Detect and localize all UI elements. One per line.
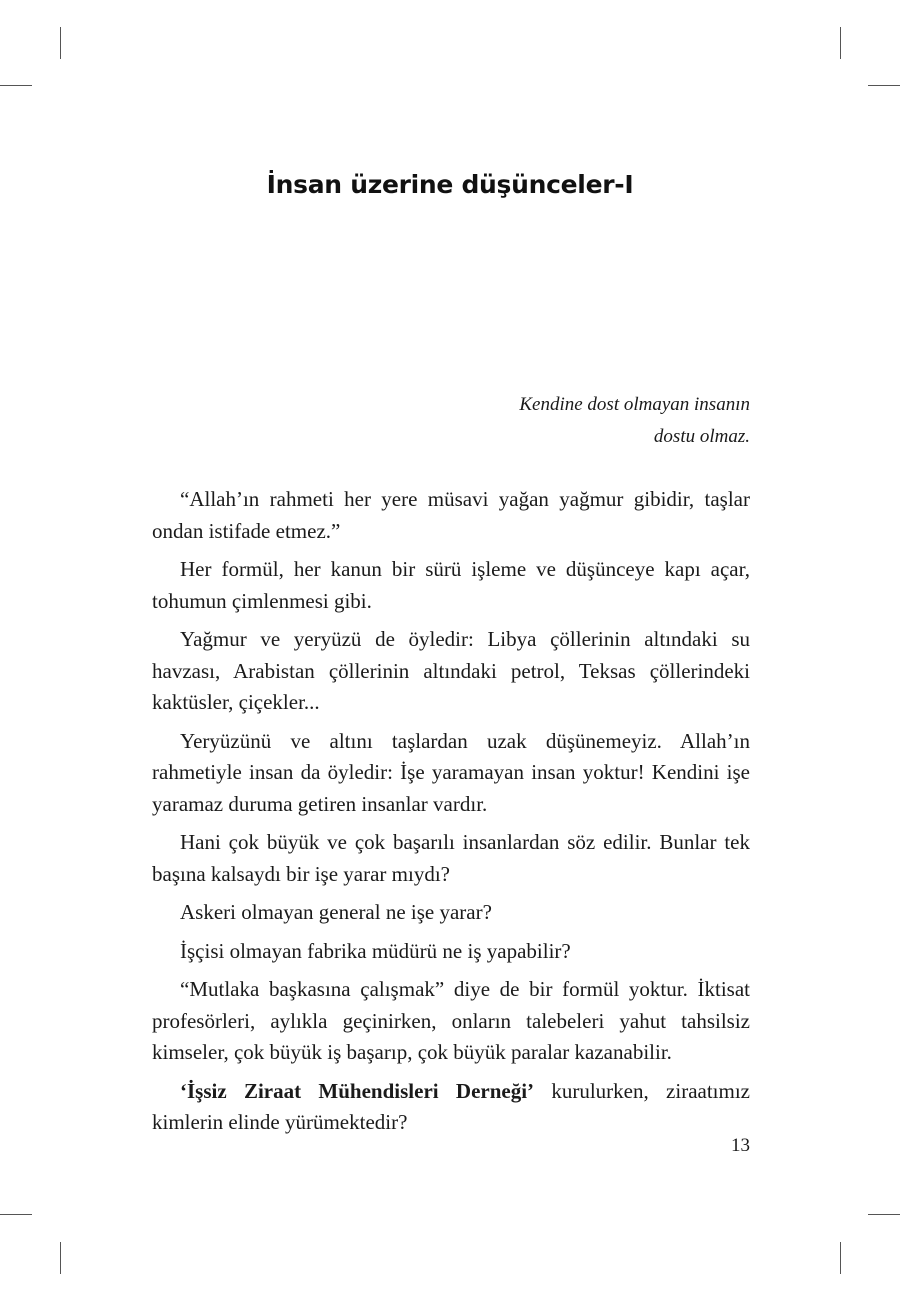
paragraph-7: İşçisi olmayan fabrika müdürü ne iş yapabilir?	[180, 938, 571, 963]
paragraph-3: Yağmur ve yeryüzü de öyledir: Libya çöllerinin altındaki su havzası, Arabistan çöllerinin altındaki petrol, Teksas çöllerindeki kaktüsler, çiçekler...	[152, 627, 750, 714]
paragraph-6: Askeri olmayan general ne işe yarar?	[180, 900, 492, 924]
paragraph-1: “Allah’ın rahmeti her yere müsavi yağan yağmur gibidir, taşlar ondan istifade etmez.”	[152, 487, 750, 543]
paragraph-9-rest: kurulurken, ziraatımız kimlerin elinde yürümektedir?	[152, 1078, 750, 1134]
crop-mark-top-left	[60, 27, 61, 59]
body-text	[152, 484, 750, 1146]
paragraph-4: Yeryüzünü ve altını taşlardan uzak düşünemeyiz. Allah’ın rahmetiyle insan da öyledir: İşe yaramayan insan yoktur! Kendini işe yaramaz duruma getiren insanlar vardır.	[152, 728, 750, 816]
crop-mark-top-left-h	[0, 85, 32, 86]
epigraph-line-2: dostu olmaz.	[653, 426, 750, 447]
paragraph-9	[152, 1076, 750, 1139]
paragraph-2: Her formül, her kanun bir sürü işleme ve düşünceye kapı açar, tohumun çimlenmesi gibi.	[152, 557, 750, 613]
crop-mark-top-right-h	[868, 85, 900, 86]
epigraph-line-1: Kendine dost olmayan insanın	[519, 394, 750, 415]
crop-mark-bottom-right-h	[868, 1214, 900, 1215]
paragraph-5: Hani çok büyük ve çok başarılı insanlardan söz edilir. Bunlar tek başına kalsaydı bir işe yarar mıydı?	[152, 830, 750, 886]
crop-mark-top-right	[840, 27, 841, 59]
crop-mark-bottom-left-h	[0, 1214, 32, 1215]
crop-mark-bottom-left	[60, 1242, 61, 1274]
chapter-title: İnsan üzerine düşünceler-I	[266, 170, 634, 199]
page-number: 13	[731, 1135, 750, 1156]
epigraph	[152, 389, 750, 453]
paragraph-8: “Mutlaka başkasına çalışmak” diye de bir formül yoktur. İktisat profesörleri, aylıkla geçinirken, onların talebeleri yahut tahsilsiz kimseler, çok büyük iş başarıp, çok büyük paralar kazanabilir.	[152, 977, 750, 1064]
crop-mark-bottom-right	[840, 1242, 841, 1274]
association-name: ‘İşsiz Ziraat Mühendisleri Derneği’	[180, 1078, 535, 1103]
